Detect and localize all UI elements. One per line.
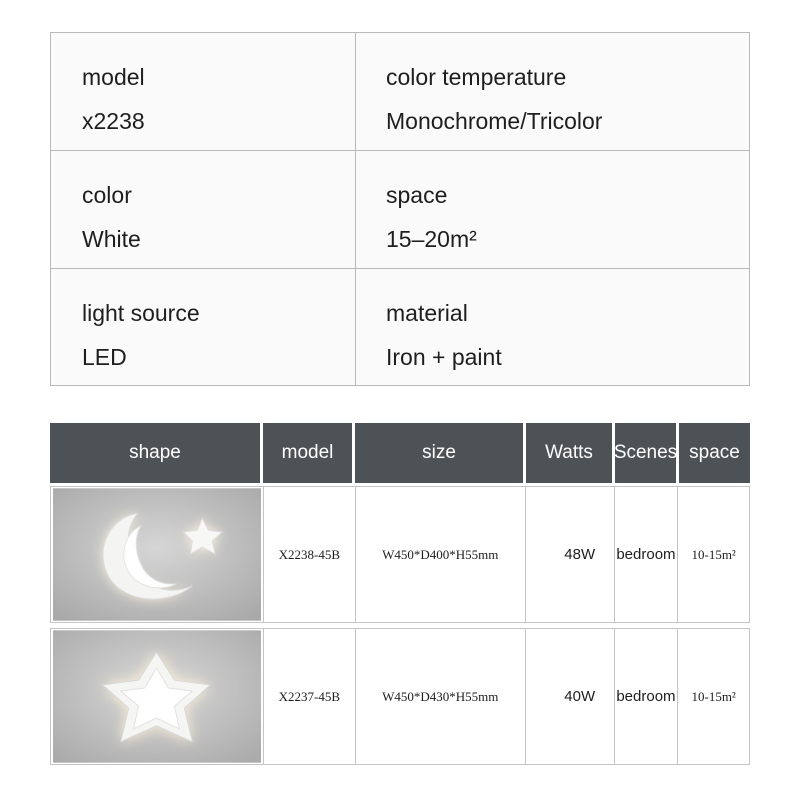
- header-model: model: [263, 423, 355, 483]
- moon-star-lamp-icon: [53, 488, 261, 621]
- spec-value: Iron + paint: [386, 344, 502, 370]
- spec-label: color temperature: [386, 64, 567, 90]
- header-watts: Watts: [526, 423, 615, 483]
- cell-scenes: bedroom: [615, 487, 679, 622]
- spec-value: White: [82, 226, 141, 252]
- cell-model: X2238-45B: [264, 487, 356, 622]
- spec-value: Monochrome/Tricolor: [386, 108, 603, 134]
- spec-grid: [50, 32, 750, 386]
- spec-label: light source: [82, 300, 200, 326]
- table-row: [50, 486, 750, 623]
- cell-size: W450*D400*H55mm: [356, 487, 526, 622]
- spec-cell-light-source: [51, 269, 356, 385]
- header-shape: shape: [50, 423, 263, 483]
- table-row: [50, 628, 750, 765]
- star-lamp-icon: [53, 630, 261, 763]
- header-size: size: [355, 423, 526, 483]
- moon-star-lamp-image: [51, 487, 264, 622]
- spec-label: material: [386, 300, 468, 326]
- cell-scenes: bedroom: [615, 629, 679, 764]
- cell-size: W450*D430*H55mm: [356, 629, 526, 764]
- spec-cell-space: [356, 151, 749, 269]
- spec-label: model: [82, 64, 145, 90]
- cell-space: 10-15m²: [691, 688, 736, 704]
- spec-value: 15–20m²: [386, 226, 477, 252]
- table-header: [50, 423, 750, 483]
- spec-cell-model: [51, 33, 356, 151]
- spec-value: LED: [82, 344, 127, 370]
- cell-space: 10-15m²: [691, 546, 736, 562]
- spec-value: x2238: [82, 108, 145, 134]
- spec-cell-color-temperature: [356, 33, 749, 151]
- header-scenes: Scenes: [615, 423, 679, 483]
- spec-cell-color: [51, 151, 356, 269]
- spec-cell-material: [356, 269, 749, 385]
- spec-label: space: [386, 182, 448, 208]
- star-lamp-image: [51, 629, 264, 764]
- header-space: space: [679, 423, 750, 483]
- cell-model: X2237-45B: [264, 629, 356, 764]
- product-table: [50, 423, 750, 765]
- spec-label: color: [82, 182, 132, 208]
- cell-watts: 40W: [526, 629, 615, 764]
- cell-watts: 48W: [526, 487, 615, 622]
